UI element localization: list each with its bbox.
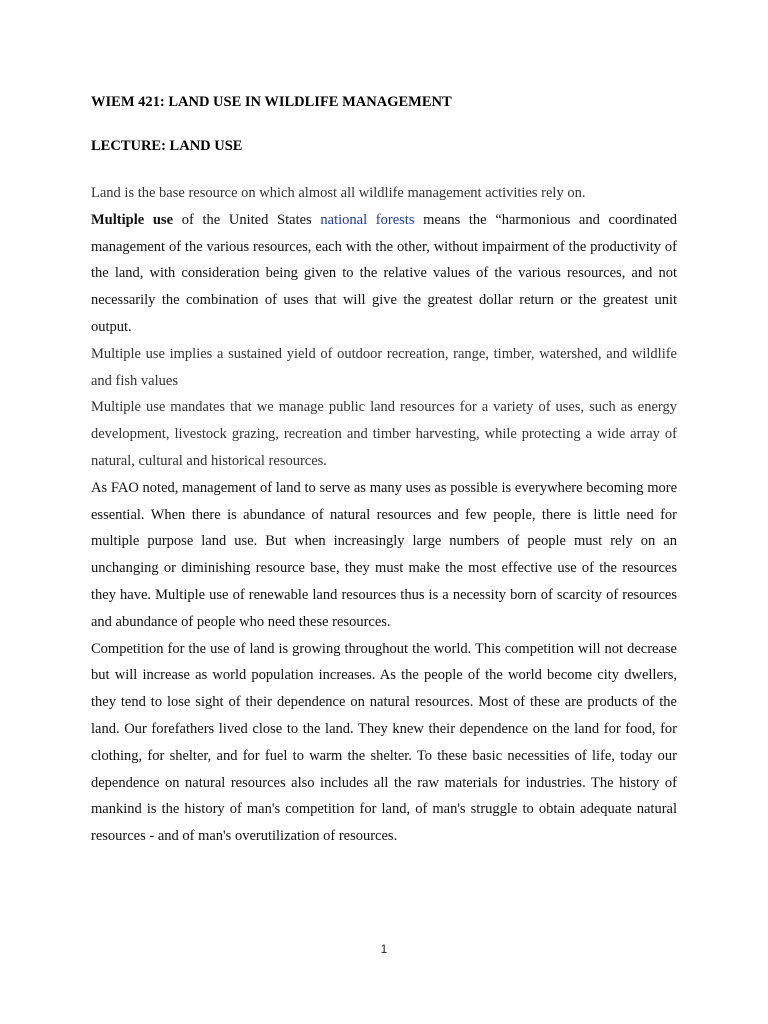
intro-paragraph: Land is the base resource on which almost all wildlife management activities rely on. <box>91 185 586 201</box>
multiple-use-term: Multiple use <box>91 211 174 228</box>
course-title: WIEM 421: LAND USE IN WILDLIFE MANAGEMENT <box>91 94 452 110</box>
sustained-yield-paragraph: Multiple use implies a sustained yield of outdoor recreation, range, timber, watershed, and wildlife and fish values <box>91 345 677 389</box>
multiple-use-text-before-link: of the United States <box>173 211 321 228</box>
national-forests-link[interactable]: national forests <box>320 211 415 228</box>
multiple-use-paragraph <box>91 207 677 341</box>
mandates-paragraph: Multiple use mandates that we manage public land resources for a variety of uses, such as energy development, livestock grazing, recreation and timber harvesting, while protecting a wide array of natural, cultural and historical resources. <box>91 399 677 469</box>
lecture-title: LECTURE: LAND USE <box>91 138 243 154</box>
fao-paragraph: As FAO noted, management of land to serve as many uses as possible is everywhere becoming more essential. When there is abundance of natural resources and few people, there is little need for multiple purpose land use. But when increasingly large numbers of people must rely on an unchanging or diminishing resource base, they must make the most effective use of the resources they have. Multiple use of renewable land resources thus is a necessity born of scarcity of resources and abundance of people who need these resources. <box>91 479 677 630</box>
page-number: 1 <box>380 942 388 956</box>
document-body <box>91 92 677 850</box>
multiple-use-text-after-link: means the “harmonious and coordinated management of the various resources, each with the other, without impairment of the productivity of the land, with consideration being given to the relative values of the various resources, and not necessarily the combination of uses that will give the greatest dollar return or the greatest unit output. <box>91 211 677 335</box>
competition-paragraph: Competition for the use of land is growing throughout the world. This competition will not decrease but will increase as world population increases. As the people of the world become city dwellers, they tend to lose sight of their dependence on natural resources. Most of these are products of the land. Our forefathers lived close to the land. They knew their dependence on the land for food, for clothing, for shelter, and for fuel to warm the shelter. To these basic necessities of life, today our dependence on natural resources also includes all the raw materials for industries. The history of mankind is the history of man's competition for land, of man's struggle to obtain adequate natural resources - and of man's overutilization of resources. <box>91 640 677 845</box>
